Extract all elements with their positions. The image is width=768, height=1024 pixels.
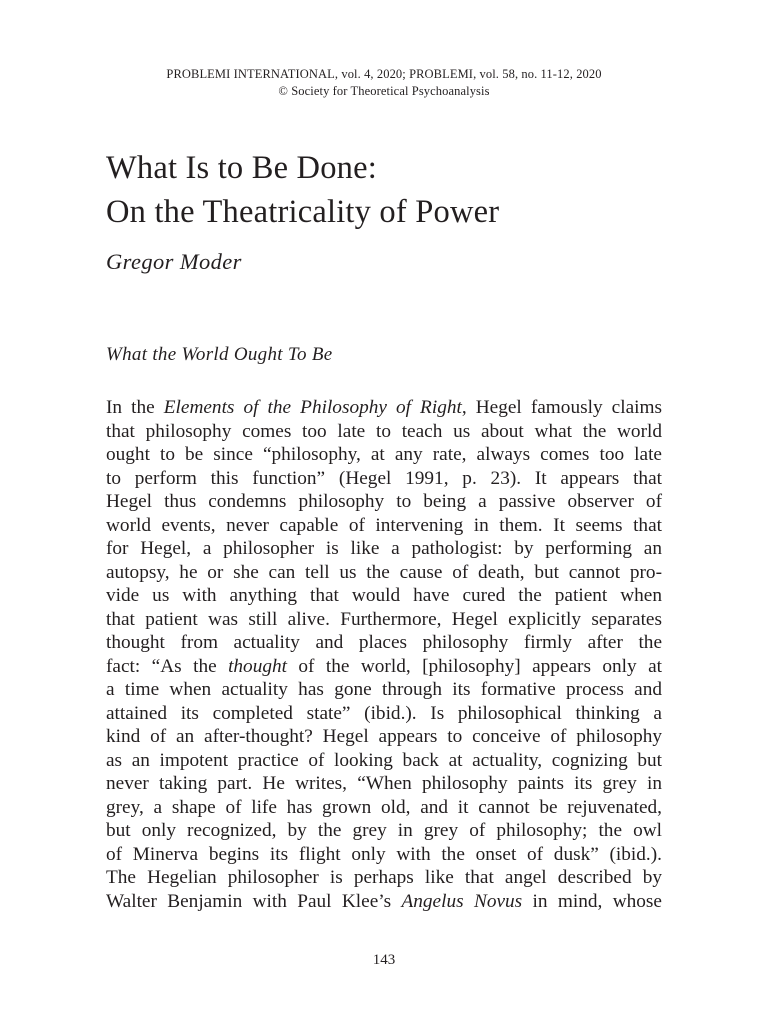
text-line: to perform this function” (Hegel 1991, p. 23). It appears that xyxy=(106,467,662,489)
text-line: grey, a shape of life has grown old, and it cannot be rejuvenated, xyxy=(106,796,662,818)
title-line-2: On the Theatricality of Power xyxy=(106,194,500,230)
section-heading: What the World Ought To Be xyxy=(106,344,333,365)
text-line: but only recognized, by the grey in grey of philosophy; the owl xyxy=(106,820,662,841)
text-line: a time when actuality has gone through its formative process and xyxy=(106,679,662,700)
text-line: kind of an after-thought? Hegel appears to conceive of philosophy xyxy=(106,726,662,747)
journal-citation: PROBLEMI INTERNATIONAL, vol. 4, 2020; PROBLEMI, vol. 58, no. 11-12, 2020 xyxy=(166,67,602,81)
text-line: that patient was still alive. Furthermore, Hegel explicitly separates xyxy=(106,608,662,630)
body-paragraph xyxy=(106,396,662,913)
text-line: fact: “As the thought of the world, [philosophy] appears only at xyxy=(106,655,662,677)
text-line: of Minerva begins its flight only with the onset of dusk” (ibid.). xyxy=(106,843,662,865)
text-line: thought from actuality and places philosophy firmly after the xyxy=(106,632,662,653)
book-title: Elements of the Philosophy of Right xyxy=(163,397,462,418)
author-name: Gregor Moder xyxy=(106,249,242,274)
text-line: never taking part. He writes, “When philosophy paints its grey in xyxy=(106,773,662,794)
journal-header xyxy=(0,66,768,100)
text-line: ought to be since “philosophy, at any rate, always comes too late xyxy=(106,444,662,465)
emphasis-thought: thought xyxy=(228,655,287,677)
text-line: attained its completed state” (ibid.). Is philosophical thinking a xyxy=(106,702,662,724)
text-line: The Hegelian philosopher is perhaps like that angel described by xyxy=(106,867,662,888)
text-line: for Hegel, a philosopher is like a pathologist: by performing an xyxy=(106,538,662,559)
text-line: Walter Benjamin with Paul Klee’s Angelus Novus in mind, whose xyxy=(106,890,662,912)
copyright-line: © Society for Theoretical Psychoanalysis xyxy=(278,84,490,98)
text-line: that philosophy comes too late to teach us about what the world xyxy=(106,420,662,442)
text-line: Hegel thus condemns philosophy to being a passive observer of xyxy=(106,491,662,512)
artwork-title: Angelus Novus xyxy=(401,890,523,912)
text-line: as an impotent practice of looking back at actuality, cognizing but xyxy=(106,749,662,771)
title-line-1: What Is to Be Done: xyxy=(106,150,377,186)
text-line: vide us with anything that would have cured the patient when xyxy=(106,585,662,606)
text-line: world events, never capable of intervening in them. It seems that xyxy=(106,514,662,536)
text-line: In the Elements of the Philosophy of Right, Hegel famously claims xyxy=(106,397,662,418)
page-number: 143 xyxy=(372,952,396,968)
article-title xyxy=(106,146,706,234)
text-line: autopsy, he or she can tell us the cause of death, but cannot pro- xyxy=(106,561,662,583)
